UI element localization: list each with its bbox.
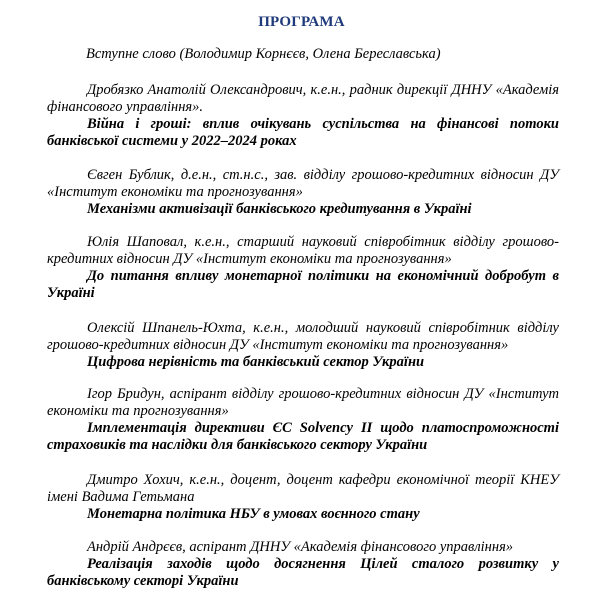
- speaker-info: Дмитро Хохич, к.е.н., доцент, доцент кафедри економічної теорії КНЕУ імені Вадима Гетьмана: [47, 472, 559, 505]
- speaker-info: Євген Бублик, д.е.н., ст.н.с., зав. відділу грошово-кредитних відносин ДУ «Інститут економіки та прогнозування»: [47, 167, 559, 200]
- program-entry-6: [47, 472, 559, 523]
- talk-topic: Монетарна політика НБУ в умовах воєнного стану: [87, 506, 420, 522]
- talk-topic: Механізми активізації банківського кредитування в Україні: [87, 201, 472, 217]
- speaker-info: Дробязко Анатолій Олександрович, к.е.н., радник дирекції ДННУ «Академія фінансового управління».: [47, 82, 559, 115]
- program-entry-5: [47, 386, 559, 454]
- speaker-info: Ігор Бридун, аспірант відділу грошово-кредитних відносин ДУ «Інститут економіки та прогнозування»: [47, 386, 559, 419]
- intro-line: Вступне слово (Володимир Корнєєв, Олена Береславська): [86, 46, 441, 62]
- talk-topic: Війна і гроші: вплив очікувань суспільства на фінансові потоки банківської системи у 2022–2024 роках: [47, 116, 559, 149]
- speaker-info: Юлія Шаповал, к.е.н., старший науковий співробітник відділу грошово-кредитних відносин ДУ «Інститут економіки та прогнозування»: [47, 234, 559, 267]
- talk-topic: Цифрова нерівність та банківський сектор України: [87, 354, 425, 370]
- program-entry-4: [47, 320, 559, 371]
- speaker-info: Андрій Андрєєв, аспірант ДННУ «Академія фінансового управління»: [87, 539, 514, 555]
- speaker-info: Олексій Шпанель-Юхта, к.е.н., молодший науковий співробітник відділу грошово-кредитних відносин ДУ «Інститут економіки та прогнозування»: [47, 320, 559, 353]
- talk-topic: До питання впливу монетарної політики на економічний добробут в Україні: [47, 268, 559, 301]
- program-entry-1: [47, 82, 559, 150]
- talk-topic: Реалізація заходів щодо досягнення Цілей сталого розвитку у банківському секторі України: [47, 556, 559, 589]
- program-entry-7: [47, 539, 559, 590]
- talk-topic: Імплементація директиви ЄС Solvency II щодо платоспроможності страховиків та наслідки для банківського сектору України: [47, 420, 559, 453]
- program-entry-3: [47, 234, 559, 302]
- page-title: ПРОГРАМА: [258, 14, 345, 30]
- program-entry-2: [47, 167, 559, 218]
